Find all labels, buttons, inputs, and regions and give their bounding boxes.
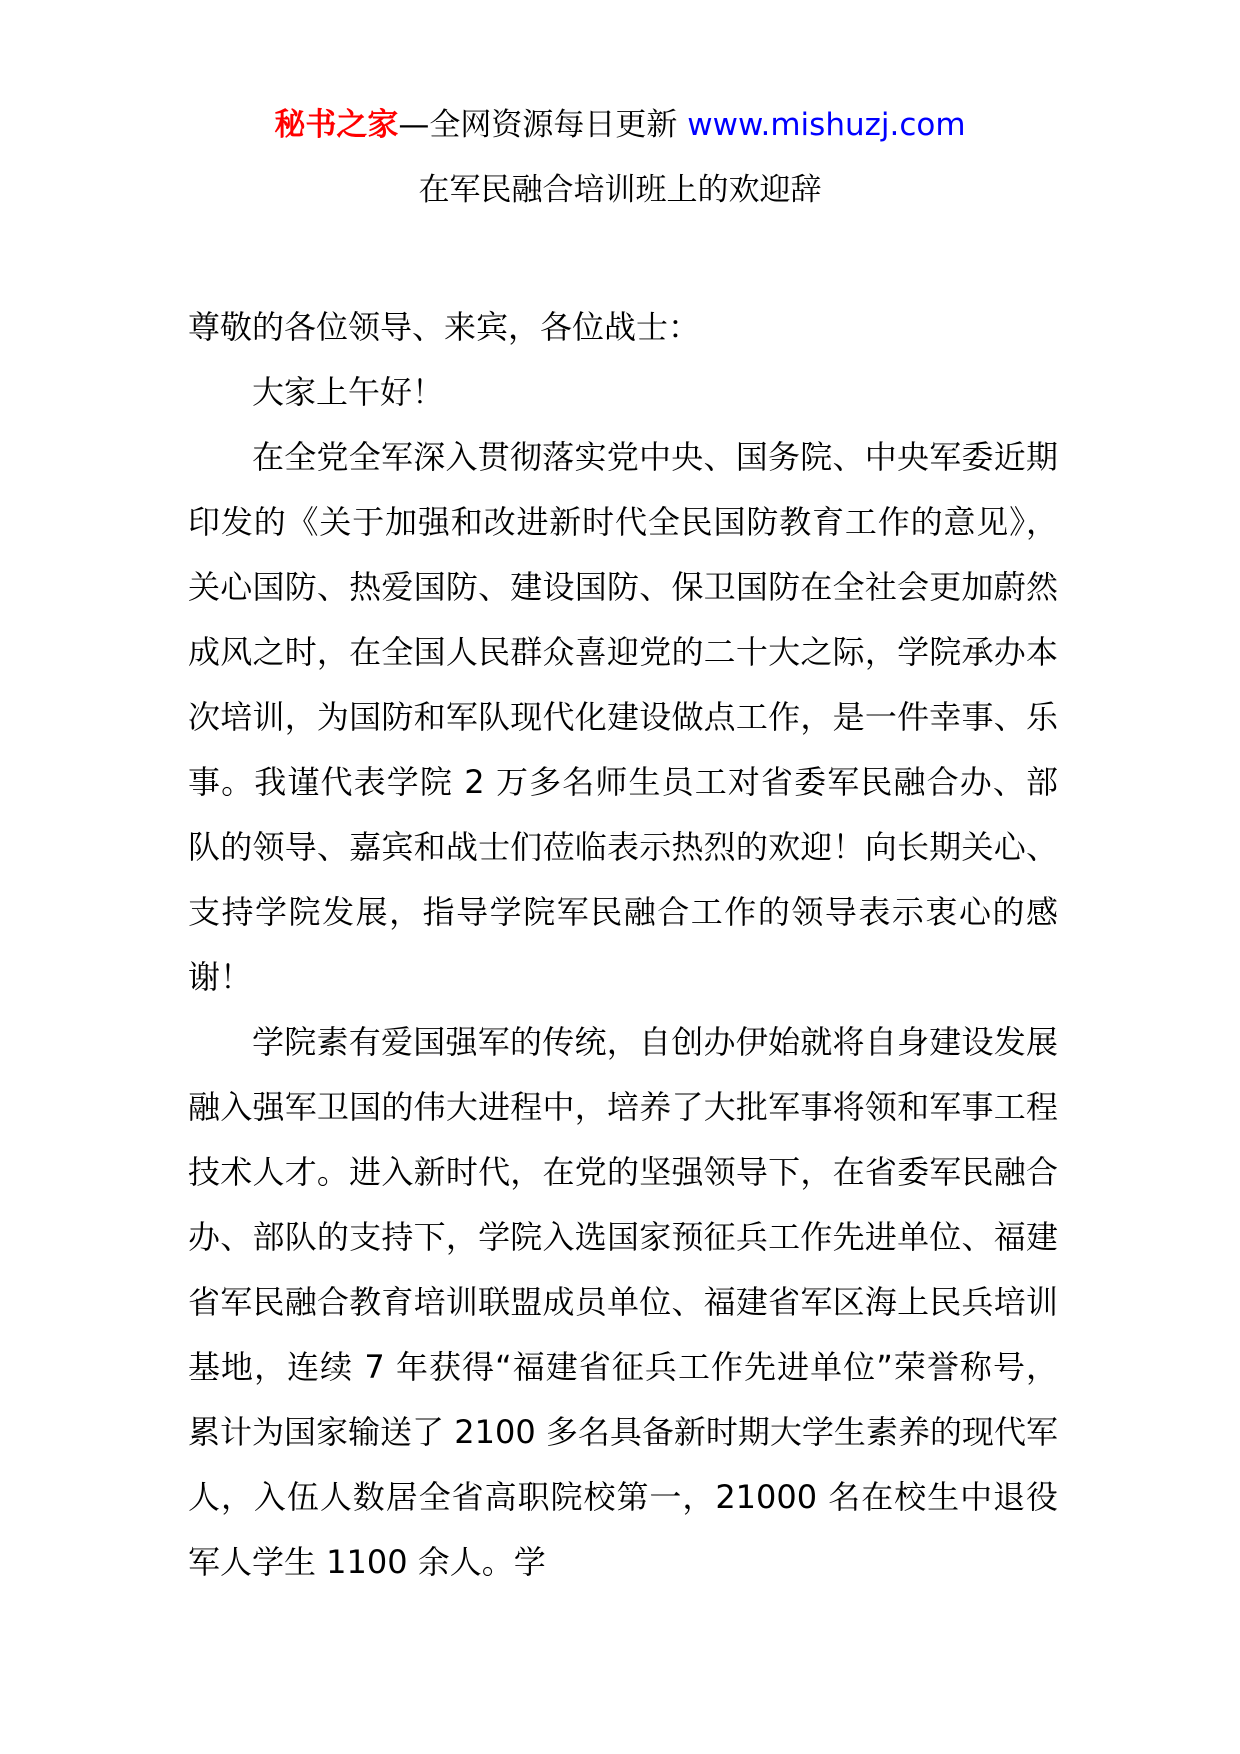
salutation-paragraph: 尊敬的各位领导、来宾，各位战士： [188, 308, 701, 346]
body-paragraph: 学院素有爱国强军的传统，自创办伊始就将自身建设发展融入强军卫国的伟大进程中，培养了大批军事将领和军事工程技术人才。进入新时代，在党的坚强领导下，在省委军民融合办、部队的支持下，学院入选国家预征兵工作先进单位、福建省军民融合教育培训联盟成员单位、福建省军区海上民兵培训基地，连续 7 年获得“福建省征兵工作先进单位”荣誉称号，累计为国家输送了 2100 多名具备新时期大学生素养的现代军人，入伍人数居全省高职院校第一，21000 名在校生中退役军人学生 1100 余人。学 [188, 1023, 1058, 1581]
greeting-paragraph: 大家上午好！ [252, 373, 445, 411]
document-body [188, 295, 1058, 1595]
site-brand: 秘书之家 [274, 107, 399, 143]
body-paragraph: 在全党全军深入贯彻落实党中央、国务院、中央军委近期印发的《关于加强和改进新时代全民国防教育工作的意见》，关心国防、热爱国防、建设国防、保卫国防在全社会更加蔚然成风之时，在全国人民群众喜迎党的二十大之际，学院承办本次培训，为国防和军队现代化建设做点工作，是一件幸事、乐事。我谨代表学院 2 万多名师生员工对省委军民融合办、部队的领导、嘉宾和战士们莅临表示热烈的欢迎！向长期关心、支持学院发展，指导学院军民融合工作的领导表示衷心的感谢！ [188, 438, 1058, 996]
document-title: 在军民融合培训班上的欢迎辞 [418, 172, 822, 208]
site-url-link[interactable]: www.mishuzj.com [687, 107, 966, 143]
site-tagline: —全网资源每日更新 [398, 107, 678, 143]
site-header [0, 103, 1240, 147]
